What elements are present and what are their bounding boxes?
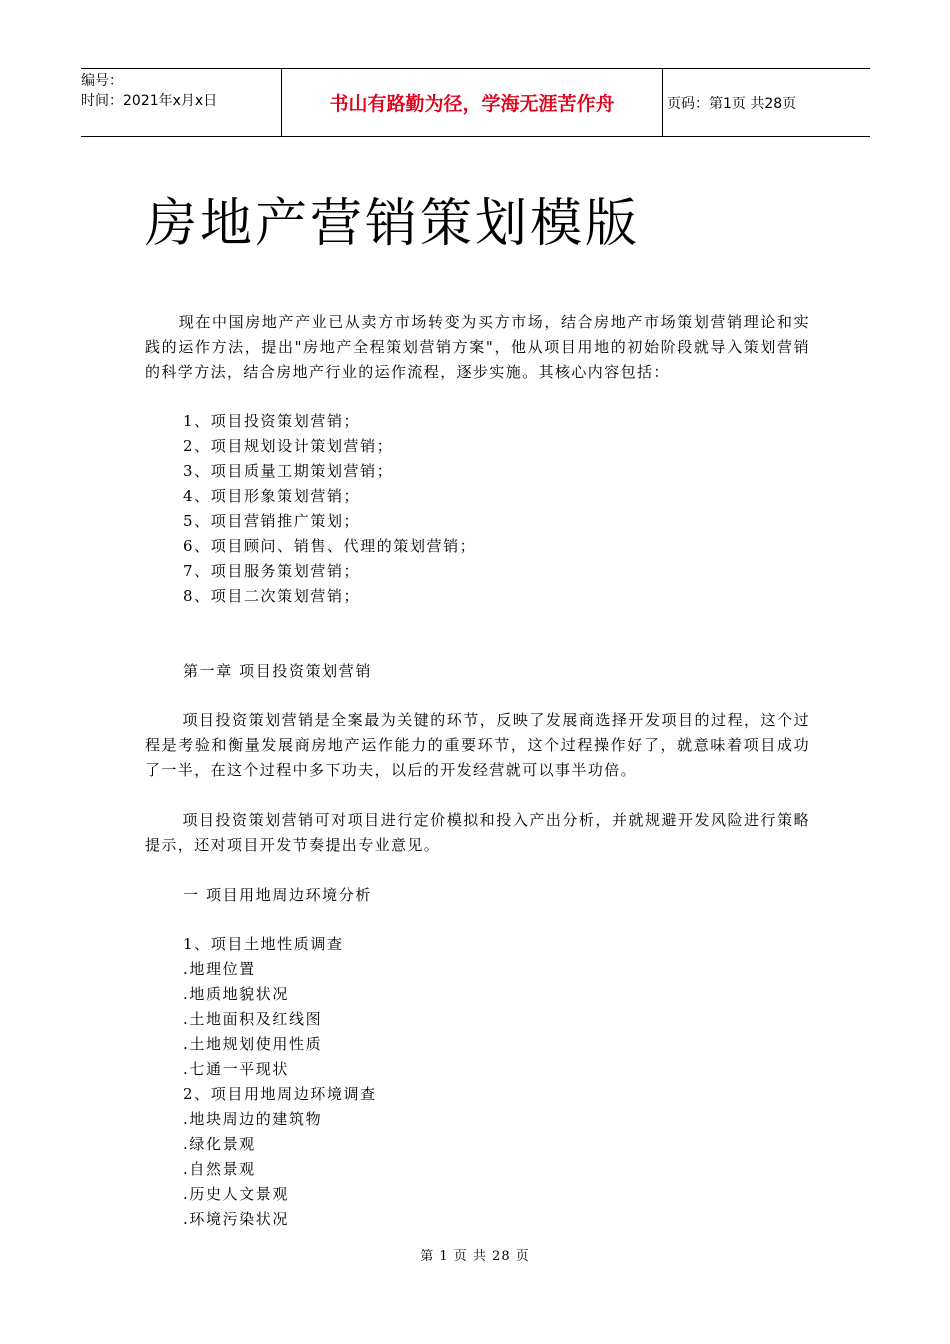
analysis-item: .环境污染状况: [183, 1210, 289, 1228]
core-item: 6、项目顾问、销售、代理的策划营销；: [183, 537, 477, 555]
intro-paragraph: 现在中国房地产产业已从卖方市场转变为买方市场，结合房地产市场策划营销理论和实践的运作方法，提出"房地产全程策划营销方案"，他从项目用地的初始阶段就导入策划营销的科学方法，结合房地产行业的运作流程，逐步实施。其核心内容包括：: [145, 313, 810, 381]
analysis-item: .土地规划使用性质: [183, 1035, 323, 1053]
page-header: [81, 68, 870, 137]
analysis-item: .地理位置: [183, 960, 256, 978]
header-page-info: 页码：第1页 共28页: [667, 95, 797, 112]
analysis-item: .七通一平现状: [183, 1060, 289, 1078]
core-item: 2、项目规划设计策划营销；: [183, 437, 394, 455]
chapter-heading: 第一章 项目投资策划营销: [183, 662, 372, 680]
core-item: 5、项目营销推广策划；: [183, 512, 361, 530]
analysis-item: .历史人文景观: [183, 1185, 289, 1203]
page-footer: 第 1 页 共 28 页: [420, 1249, 530, 1264]
number-label: 编号：: [81, 73, 123, 89]
analysis-item: .地块周边的建筑物: [183, 1110, 323, 1128]
core-item: 8、项目二次策划营销；: [183, 587, 361, 605]
time-label: 时间：2021年x月x日: [81, 93, 218, 109]
analysis-item: .自然景观: [183, 1160, 256, 1178]
core-item: 7、项目服务策划营销；: [183, 562, 361, 580]
chapter-paragraph: 项目投资策划营销是全案最为关键的环节，反映了发展商选择开发项目的过程，这个过程是考验和衡量发展商房地产运作能力的重要环节，这个过程操作好了，就意味着项目成功了一半，在这个过程中多下功夫，以后的开发经营就可以事半功倍。: [145, 711, 810, 779]
core-item: 4、项目形象策划营销；: [183, 487, 361, 505]
header-meta: [81, 69, 281, 138]
analysis-item: .地质地貌状况: [183, 985, 289, 1003]
analysis-item: .土地面积及红线图: [183, 1010, 323, 1028]
core-item: 1、项目投资策划营销；: [183, 412, 361, 430]
header-motto: 书山有路勤为径，学海无涯苦作舟: [281, 69, 663, 136]
chapter-paragraph: 项目投资策划营销可对项目进行定价模拟和投入产出分析，并就规避开发风险进行策略提示，还对项目开发节奏提出专业意见。: [145, 811, 810, 854]
analysis-item: 2、项目用地周边环境调查: [183, 1085, 377, 1103]
section-heading: 一 项目用地周边环境分析: [183, 886, 372, 904]
analysis-item: 1、项目土地性质调查: [183, 935, 344, 953]
document-title: 房地产营销策划模版: [145, 194, 641, 254]
analysis-item: .绿化景观: [183, 1135, 256, 1153]
core-item: 3、项目质量工期策划营销；: [183, 462, 394, 480]
